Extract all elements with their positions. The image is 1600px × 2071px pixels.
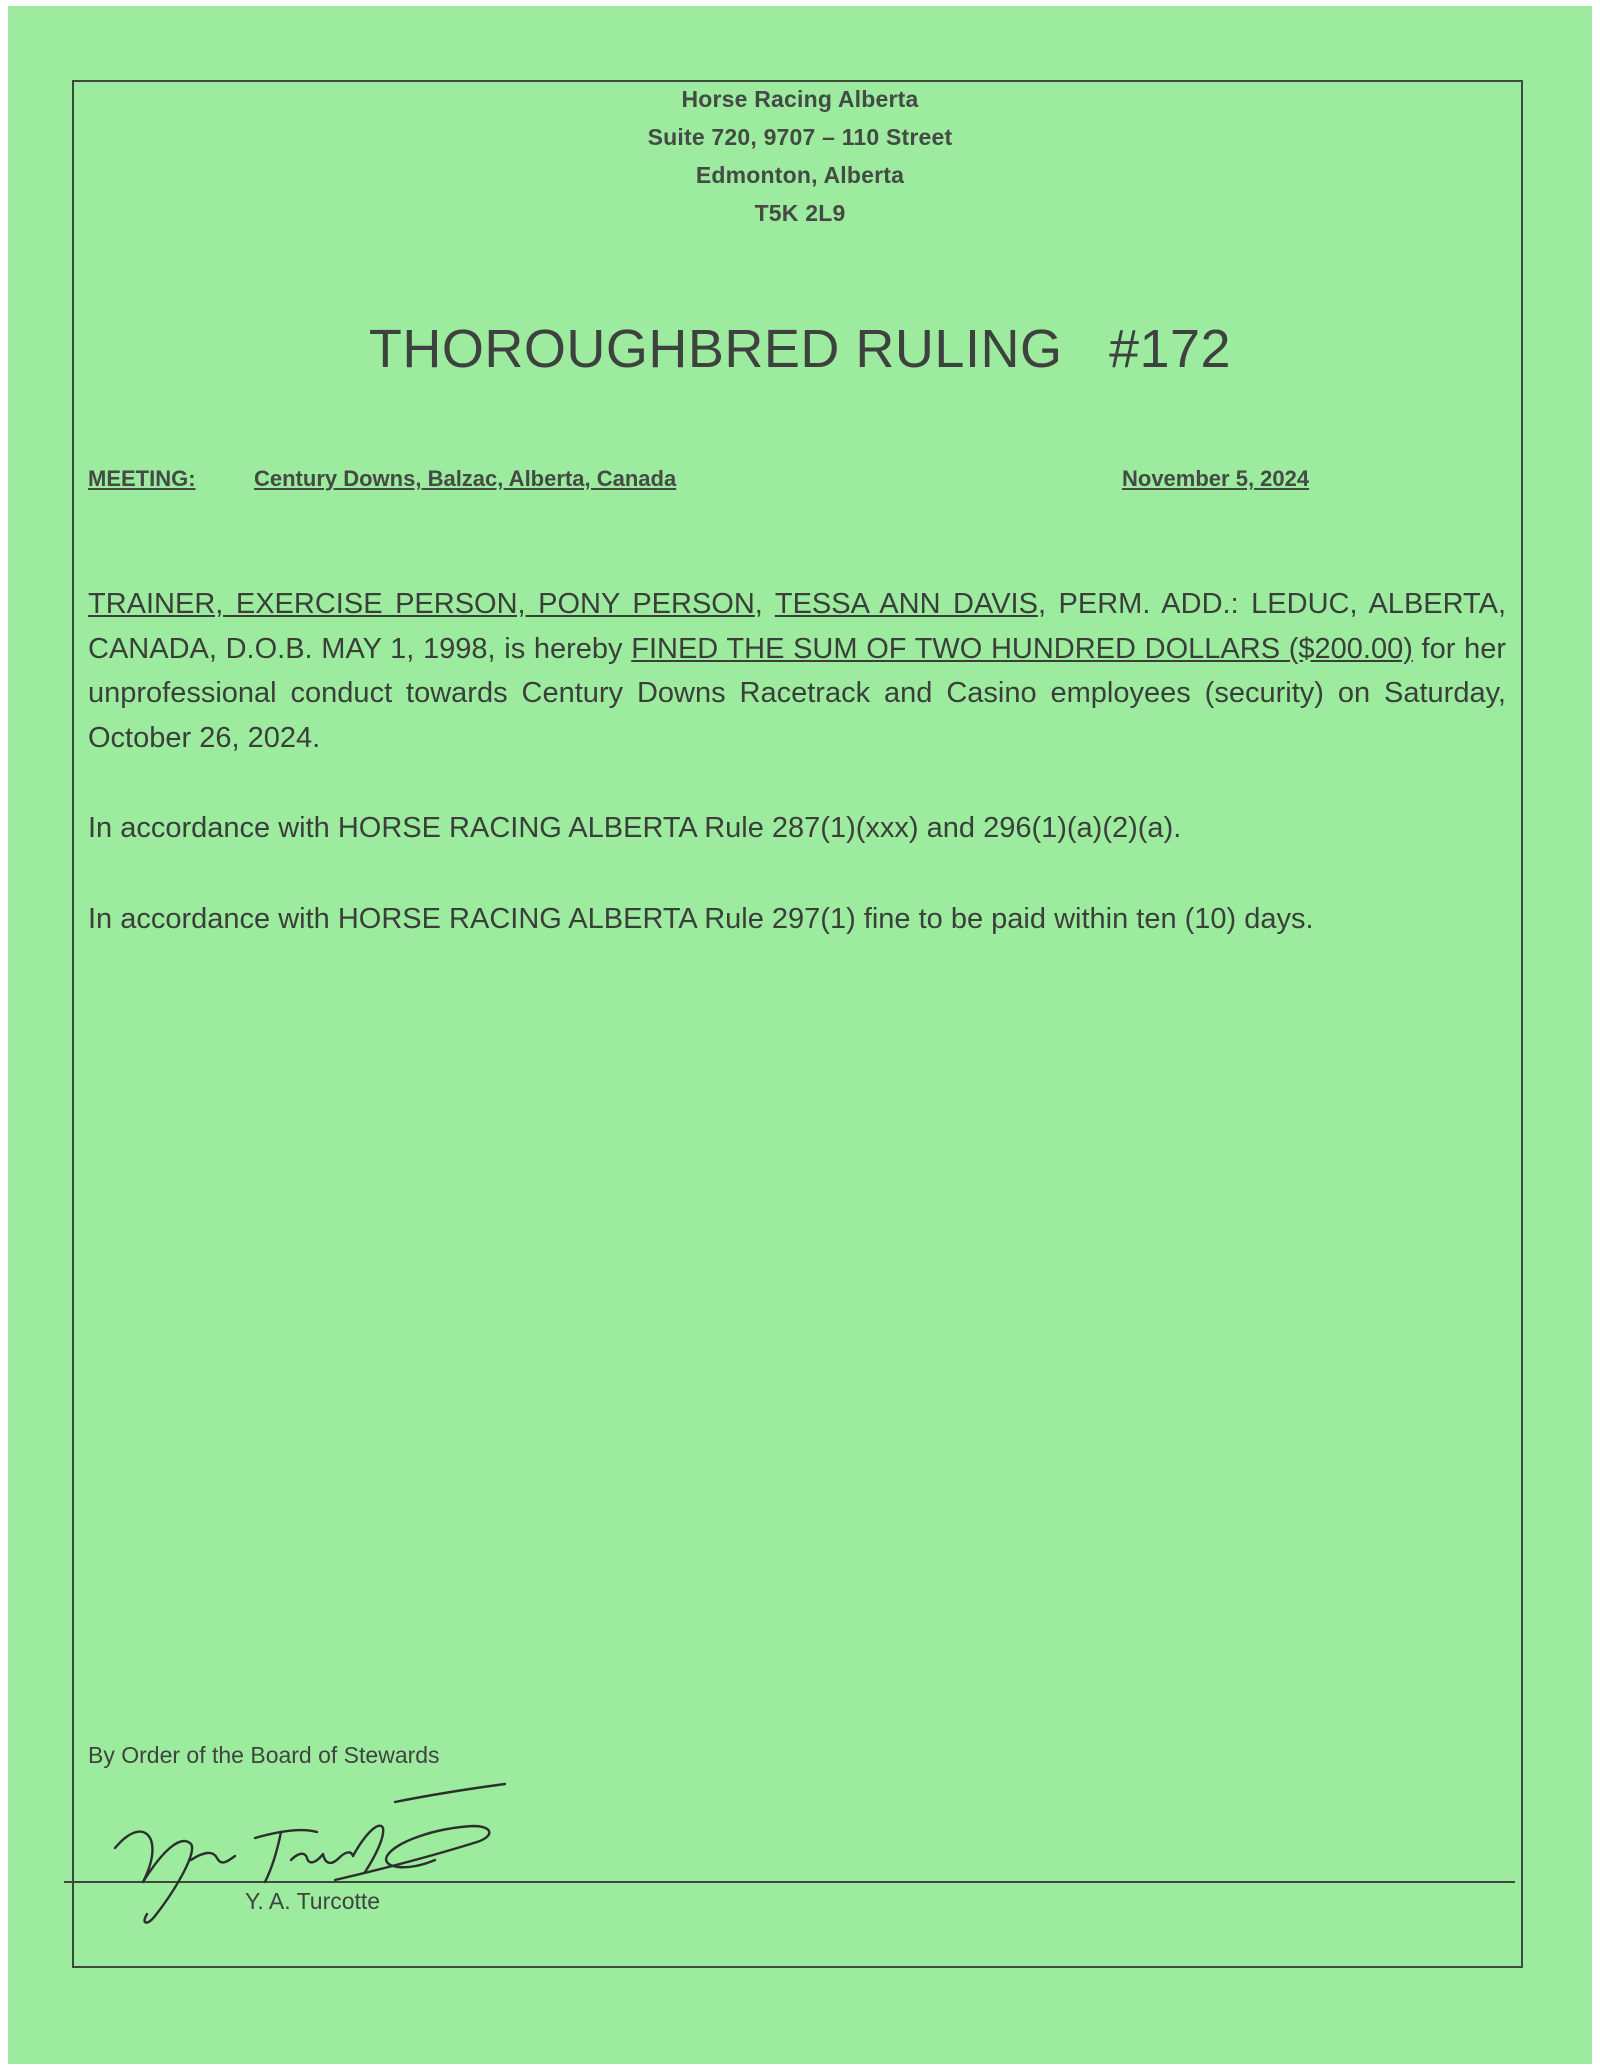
order-text: By Order of the Board of Stewards [88,1742,440,1768]
rule-reference-2: In accordance with HORSE RACING ALBERTA Rule 297(1) fine to be paid within ten (10) days. [88,903,1314,935]
signer-name: Y. A. Turcotte [245,1888,381,1914]
ruling-penalty: FINED THE SUM OF TWO HUNDRED DOLLARS ($200.00) [631,632,1413,665]
address-line-1: Suite 720, 9707 – 110 Street [647,124,953,150]
rule-reference-1: In accordance with HORSE RACING ALBERTA Rule 287(1)(xxx) and 296(1)(a)(2)(a). [88,812,1182,844]
ruling-separator: , [754,588,775,620]
ruling-title: THOROUGHBRED RULING #172 [368,319,1232,379]
org-name: Horse Racing Alberta [681,86,919,112]
meeting-label: MEETING: [88,466,196,491]
meeting-venue: Century Downs, Balzac, Alberta, Canada [254,466,677,491]
meeting-date: November 5, 2024 [1122,466,1310,491]
ruling-details: , PERM. ADD.: LEDUC, ALBERTA, CANADA, D.O.B. MAY 1, 1998, is hereby [88,588,1507,665]
ruling-person-name: TESSA ANN DAVIS [774,588,1038,620]
ruling-paragraph [88,582,1506,760]
postal-code: T5K 2L9 [754,200,846,226]
address-line-2: Edmonton, Alberta [695,162,905,188]
ruling-reason: for her unprofessional conduct towards Century Downs Racetrack and Casino employees (security) on Saturday, October 26, 2024. [88,632,1506,754]
ruling-roles: TRAINER, EXERCISE PERSON, PONY PERSON [88,588,755,620]
